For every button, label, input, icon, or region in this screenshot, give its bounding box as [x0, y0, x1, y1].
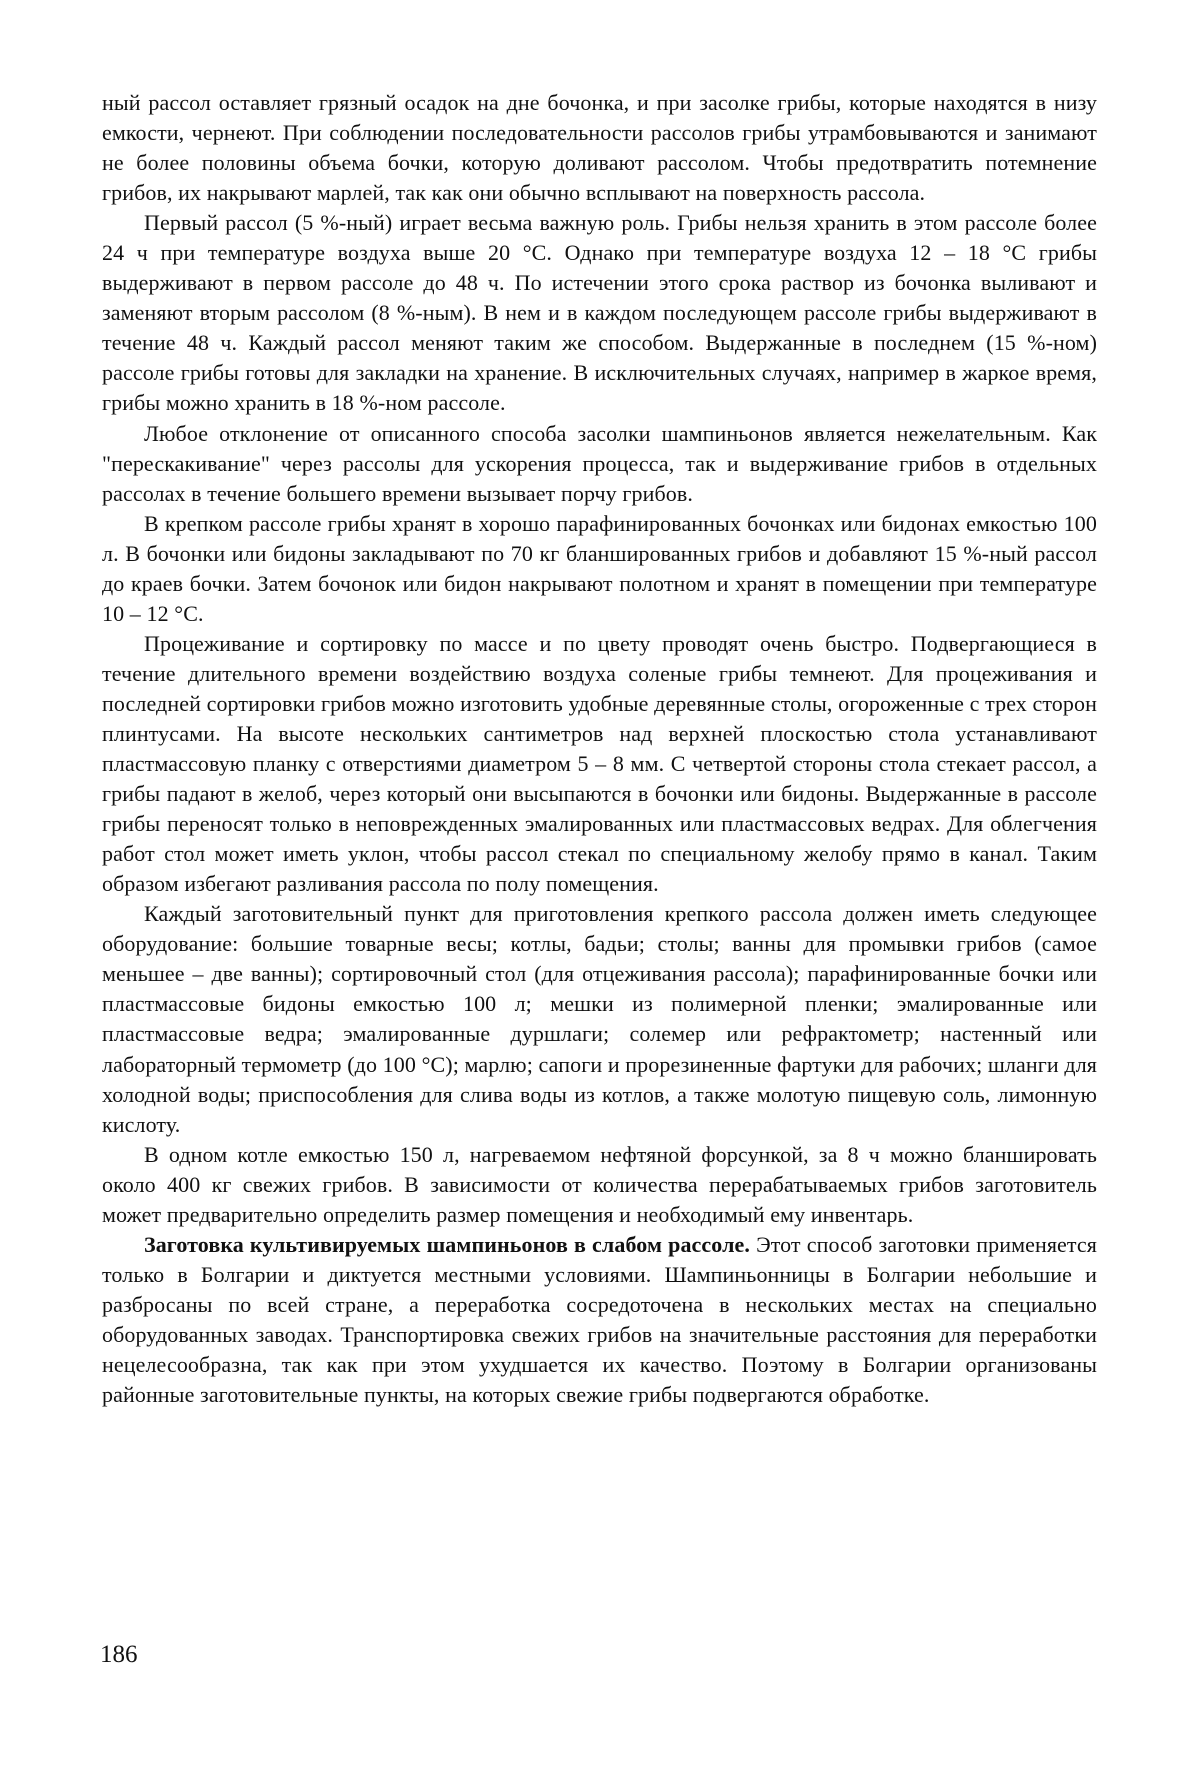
- book-page: [0, 0, 1200, 1790]
- paragraph-first-brine: Первый рассол (5 %-ный) играет весьма важную роль. Грибы нельзя хранить в этом рассоле более 24 ч при температуре воздуха выше 20 °С. Однако при температуре воздуха 12 – 18 °С грибы выдерживают в первом рассоле до 48 ч. По истечении этого срока раствор из бочонка выливают и заменяют вторым рассолом (8 %-ным). В нем и в каждом последующем рассоле грибы выдерживают в течение 48 ч. Каждый рассол меняют таким же способом. Выдержанные в последнем (15 %-ном) рассоле грибы готовы для закладки на хранение. В исключительных случаях, например в жаркое время, грибы можно хранить в 18 %-ном рассоле.: [102, 208, 1097, 418]
- section-run-in-heading: Заготовка культивируемых шампиньонов в слабом рассоле.: [144, 1232, 750, 1257]
- body-text: [102, 88, 1097, 1410]
- paragraph-weak-brine: [102, 1230, 1097, 1410]
- page-number: 186: [100, 1640, 138, 1670]
- paragraph-straining-sorting: Процеживание и сортировку по массе и по цвету проводят очень быстро. Подвергающиеся в течение длительного времени воздействию воздуха соленые грибы темнеют. Для процеживания и последней сортировки грибов можно изготовить удобные деревянные столы, огороженные с трех сторон плинтусами. На высоте нескольких сантиметров над верхней плоскостью стола устанавливают пластмассовую планку с отверстиями диаметром 5 – 8 мм. С четвертой стороны стола стекает рассол, а грибы падают в желоб, через который они высыпаются в бочонки или бидоны. Выдержанные в рассоле грибы переносят только в неповрежденных эмалированных или пластмассовых ведрах. Для облегчения работ стол может иметь уклон, чтобы рассол стекал по специальному желобу прямо в канал. Таким образом избегают разливания рассола по полу помещения.: [102, 629, 1097, 899]
- paragraph-continuation: ный рассол оставляет грязный осадок на дне бочонка, и при засолке грибы, которые находятся в низу емкости, чернеют. При соблюдении последовательности рассолов грибы утрамбовываются и занимают не более половины объема бочки, которую доливают рассолом. Чтобы предотвратить потемнение грибов, их накрывают марлей, так как они обычно всплывают на поверхность рассола.: [102, 88, 1097, 208]
- paragraph-equipment: Каждый заготовительный пункт для приготовления крепкого рассола должен иметь следующее оборудование: большие товарные весы; котлы, бадьи; столы; ванны для промывки грибов (самое меньшее – две ванны); сортировочный стол (для отцеживания рассола); парафинированные бочки или пластмассовые бидоны емкостью 100 л; мешки из полимерной пленки; эмалированные или пластмассовые ведра; эмалированные дуршлаги; солемер или рефрактометр; настенный или лабораторный термометр (до 100 °С); марлю; сапоги и прорезиненные фартуки для рабочих; шланги для холодной воды; приспособления для слива воды из котлов, а также молотую пищевую соль, лимонную кислоту.: [102, 899, 1097, 1139]
- paragraph-strong-brine-storage: В крепком рассоле грибы хранят в хорошо парафинированных бочонках или бидонах емкостью 100 л. В бочонки или бидоны закладывают по 70 кг бланшированных грибов и добавляют 15 %-ный рассол до краев бочки. Затем бочонок или бидон накрывают полотном и хранят в помещении при температуре 10 – 12 °С.: [102, 509, 1097, 629]
- paragraph-blanching-capacity: В одном котле емкостью 150 л, нагреваемом нефтяной форсункой, за 8 ч можно бланшировать около 400 кг свежих грибов. В зависимости от количества перерабатываемых грибов заготовитель может предварительно определить размер помещения и необходимый ему инвентарь.: [102, 1140, 1097, 1230]
- paragraph-deviation: Любое отклонение от описанного способа засолки шампиньонов является нежелательным. Как "перескакивание" через рассолы для ускорения процесса, так и выдерживание грибов в отдельных рассолах в течение большего времени вызывает порчу грибов.: [102, 419, 1097, 509]
- paragraph-weak-brine-body: Этот способ заготовки применяется только в Болгарии и диктуется местными условиями. Шампиньонницы в Болгарии небольшие и разбросаны по всей стране, а переработка сосредоточена в нескольких местах на специально оборудованных заводах. Транспортировка свежих грибов на значительные расстояния для переработки нецелесообразна, так как при этом ухудшается их качество. Поэтому в Болгарии организованы районные заготовительные пункты, на которых свежие грибы подвергаются обработке.: [102, 1232, 1097, 1407]
